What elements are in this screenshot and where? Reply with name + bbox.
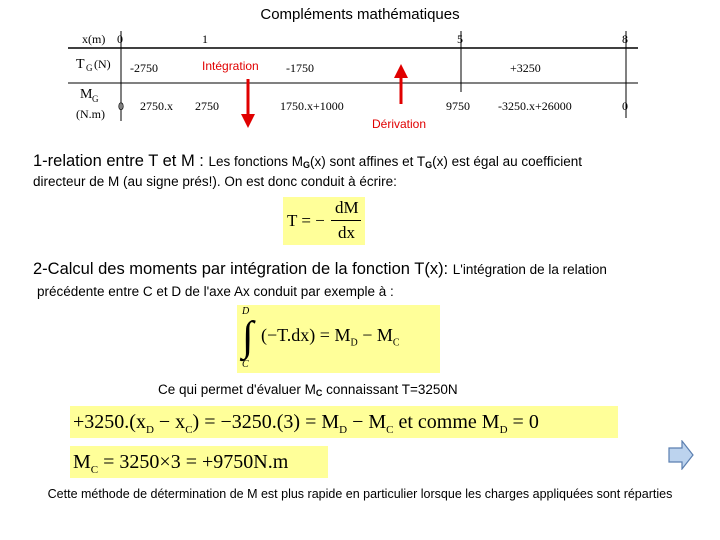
section2-line1: [33, 260, 713, 279]
section2-line2: précédente entre C et D de l'axe Ax conduit par exemple à :: [37, 284, 394, 299]
derivation-arrow: [394, 64, 408, 104]
m-value: 2750: [195, 99, 219, 113]
integral-formula: D ∫ C $(-T.dx) = M_D - M_C$: [237, 305, 440, 373]
t-value: +3250: [510, 61, 541, 75]
footer-text: Cette méthode de détermination de M est plus rapide en particulier lorsque les charges appliquées sont réparties: [47, 487, 673, 501]
section1-body: Les fonctions $M_G(x)$ sont affines et $T_G(x)$ est égal au coefficient: [208, 154, 582, 170]
x-tick: 1: [202, 32, 208, 46]
t-row-label: T: [76, 57, 85, 72]
formula-t-dm-dx: T = − dM dx: [283, 197, 365, 245]
equation-line1: $+3250.(x_D - x_C) = -3250.(3) = M_D - M_C$ et comme $M_D = 0$: [73, 411, 539, 436]
m-value: 0: [118, 99, 124, 113]
m-value: 1750.x+1000: [280, 99, 344, 113]
next-arrow-icon[interactable]: [668, 440, 694, 470]
t-row-label-sub: G: [86, 63, 93, 73]
m-row-unit: (N.m): [76, 107, 105, 121]
equations-box: [70, 406, 618, 478]
t-value: -1750: [286, 61, 314, 75]
t-value: -2750: [130, 61, 158, 75]
section1-heading: 1-relation entre T et M :: [33, 152, 204, 170]
section2-body: L'intégration de la relation: [452, 262, 607, 277]
m-row-label: M: [80, 87, 93, 102]
section1-line1: [33, 152, 713, 171]
integration-label: Intégration: [202, 59, 259, 73]
page-title: Compléments mathématiques: [260, 6, 460, 23]
integral-sign: ∫: [242, 314, 254, 360]
equation-line2: $M_C = 3250\times 3 = +9750N.m$: [73, 451, 289, 476]
section2-heading: 2-Calcul des moments par intégration de la fonction T(x):: [33, 260, 449, 278]
m-value: 2750.x: [140, 99, 173, 113]
m-value: 9750: [446, 99, 470, 113]
section1-line2: directeur de M (au signe prés!). On est donc conduit à écrire:: [33, 174, 397, 189]
m-row-label-sub: G: [92, 94, 99, 104]
x-row-label: x(m): [82, 32, 106, 46]
m-value: -3250.x+26000: [498, 99, 572, 113]
x-tick: 5: [457, 32, 463, 46]
t-row-unit: (N): [94, 57, 111, 71]
x-tick: 0: [117, 32, 123, 46]
section2-note: Ce qui permet d'évaluer $M_C$ connaissant T=3250N: [158, 382, 458, 398]
x-tick: 8: [622, 32, 628, 46]
shear-moment-diagram: [68, 26, 638, 144]
m-value: 0: [622, 99, 628, 113]
derivation-label: Dérivation: [372, 117, 427, 131]
integration-arrow: [241, 79, 255, 128]
